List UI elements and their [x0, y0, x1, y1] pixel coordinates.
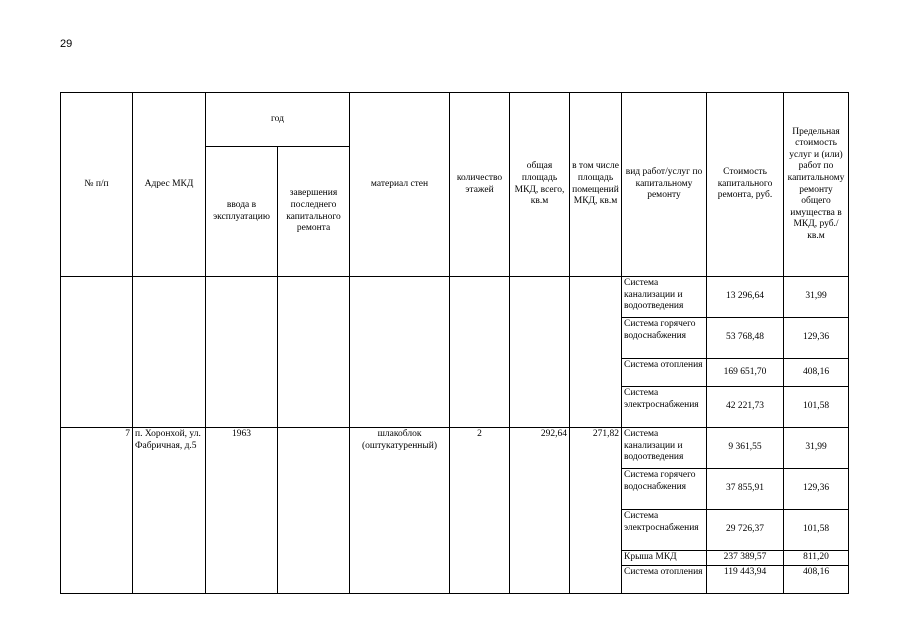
limit-cost-cell: 408,16: [784, 565, 849, 593]
cost-cell: 237 389,57: [707, 551, 784, 566]
cont-floors-cell: [450, 277, 510, 428]
header-year-group: год: [206, 93, 350, 147]
header-year-last-repair: завершения последнего капитального ремонта: [278, 147, 350, 277]
limit-cost-cell: 408,16: [784, 359, 849, 387]
header-num: № п/п: [61, 93, 133, 277]
item-premises-area-cell: 271,82: [570, 428, 622, 594]
item-floors-cell: 2: [450, 428, 510, 594]
work-type-cell: Система отопления: [622, 565, 707, 593]
work-type-cell: Система канализации и водоотведения: [622, 277, 707, 318]
item-total-area-cell: 292,64: [510, 428, 570, 594]
work-type-cell: Крыша МКД: [622, 551, 707, 566]
cont-num-cell: [61, 277, 133, 428]
cost-cell: 42 221,73: [707, 387, 784, 428]
work-type-cell: Система отопления: [622, 359, 707, 387]
cost-cell: 53 768,48: [707, 318, 784, 359]
header-work-type: вид работ/услуг по капитальному ремонту: [622, 93, 707, 277]
cost-cell: 37 855,91: [707, 469, 784, 510]
cost-cell: 119 443,94: [707, 565, 784, 593]
work-type-cell: Система электроснабжения: [622, 387, 707, 428]
cont-year-commissioning-cell: [206, 277, 278, 428]
header-total-area: общая площадь МКД, всего, кв.м: [510, 93, 570, 277]
cost-cell: 29 726,37: [707, 510, 784, 551]
cost-cell: 13 296,64: [707, 277, 784, 318]
work-type-cell: Система канализации и водоотведения: [622, 428, 707, 469]
header-address: Адрес МКД: [133, 93, 206, 277]
cost-cell: 9 361,55: [707, 428, 784, 469]
header-limit-cost: Предельная стоимость услуг и (или) работ по капитальному ремонту общего имущества в МКД, руб./кв.м: [784, 93, 849, 277]
cont-address-cell: [133, 277, 206, 428]
item-wall-material-cell: шлакоблок (оштукатуренный): [350, 428, 450, 594]
cont-premises-area-cell: [570, 277, 622, 428]
limit-cost-cell: 811,20: [784, 551, 849, 566]
cont-wall-material-cell: [350, 277, 450, 428]
repair-costs-table: [60, 92, 849, 594]
cont-total-area-cell: [510, 277, 570, 428]
limit-cost-cell: 101,58: [784, 510, 849, 551]
limit-cost-cell: 31,99: [784, 277, 849, 318]
limit-cost-cell: 31,99: [784, 428, 849, 469]
header-premises-area: в том числе площадь помещений МКД, кв.м: [570, 93, 622, 277]
work-type-cell: Система электроснабжения: [622, 510, 707, 551]
header-floors: количество этажей: [450, 93, 510, 277]
limit-cost-cell: 129,36: [784, 318, 849, 359]
header-row-1: [61, 93, 849, 147]
table-row: [61, 277, 849, 318]
limit-cost-cell: 101,58: [784, 387, 849, 428]
header-year-commissioning: ввода в эксплуатацию: [206, 147, 278, 277]
work-type-cell: Система горячего водоснабжения: [622, 318, 707, 359]
item-address-cell: п. Хоронхой, ул. Фабричная, д.5: [133, 428, 206, 594]
cont-year-repair-cell: [278, 277, 350, 428]
cost-cell: 169 651,70: [707, 359, 784, 387]
item-year-repair-cell: [278, 428, 350, 594]
limit-cost-cell: 129,36: [784, 469, 849, 510]
work-type-cell: Система горячего водоснабжения: [622, 469, 707, 510]
table-row: [61, 428, 849, 469]
item-num-cell: 7: [61, 428, 133, 594]
item-year-commissioning-cell: 1963: [206, 428, 278, 594]
page-number: 29: [60, 38, 73, 50]
header-cost: Стоимость капитального ремонта, руб.: [707, 93, 784, 277]
header-wall-material: материал стен: [350, 93, 450, 277]
